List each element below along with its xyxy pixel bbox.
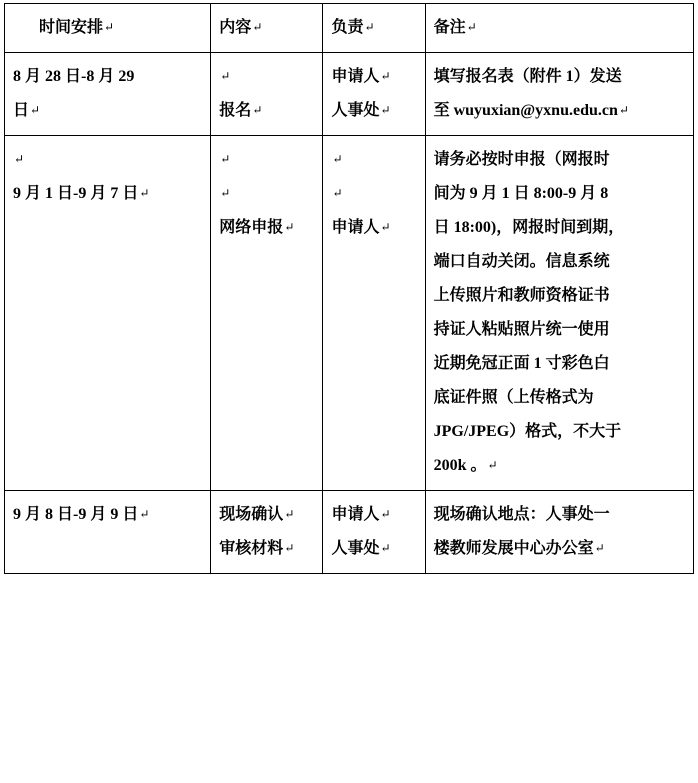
header-cell-responsible <box>323 4 425 53</box>
paragraph-mark-icon: ↵ <box>14 152 25 166</box>
header-cell-time <box>5 4 211 53</box>
table-row <box>5 491 694 574</box>
document-page <box>0 3 698 783</box>
header-label-time: 时间安排 <box>39 19 104 36</box>
cell-responsible-row2 <box>323 136 425 491</box>
paragraph-mark-icon: ↵ <box>220 186 231 200</box>
paragraph-mark-icon: ↵ <box>487 458 498 472</box>
paragraph-mark-icon: ↵ <box>594 541 605 555</box>
paragraph-mark-icon: ↵ <box>364 20 375 34</box>
remark-line: 至 wuyuxian@yxnu.edu.cn <box>433 102 618 119</box>
paragraph-mark-icon: ↵ <box>252 20 263 34</box>
paragraph-mark-icon: ↵ <box>284 507 295 521</box>
responsible-line: 人事处 <box>331 102 380 119</box>
paragraph-mark-icon: ↵ <box>220 69 231 83</box>
responsible-line: 申请人 <box>331 506 380 523</box>
paragraph-mark-icon: ↵ <box>618 103 629 117</box>
cell-remark-row2 <box>425 136 693 491</box>
cell-content-row3 <box>211 491 323 574</box>
time-line: 9 月 8 日-9 月 9 日 <box>13 506 139 523</box>
remark-line: 上传照片和教师资格证书 <box>433 287 610 304</box>
paragraph-mark-icon: ↵ <box>104 20 115 34</box>
paragraph-mark-icon: ↵ <box>30 103 41 117</box>
cell-responsible-row1 <box>323 53 425 136</box>
cell-responsible-row3 <box>323 491 425 574</box>
paragraph-mark-icon: ↵ <box>466 20 477 34</box>
cell-content-row2 <box>211 136 323 491</box>
paragraph-mark-icon: ↵ <box>380 220 391 234</box>
remark-line: 日 18:00)，网报时间到期， <box>433 219 625 236</box>
table-row <box>5 136 694 491</box>
remark-line: 底证件照（上传格式为 <box>433 389 594 406</box>
time-line: 8 月 28 日-8 月 29 <box>13 68 135 85</box>
remark-line: 请务必按时申报（网报时 <box>433 151 610 168</box>
remark-line: 楼教师发展中心办公室 <box>433 540 594 557</box>
paragraph-mark-icon: ↵ <box>284 220 295 234</box>
paragraph-mark-icon: ↵ <box>380 507 391 521</box>
cell-time-row3 <box>5 491 211 574</box>
table-row <box>5 53 694 136</box>
paragraph-mark-icon: ↵ <box>332 186 343 200</box>
paragraph-mark-icon: ↵ <box>380 103 391 117</box>
paragraph-mark-icon: ↵ <box>284 541 295 555</box>
remark-line: 填写报名表（附件 1）发送 <box>433 68 622 85</box>
remark-line: 200k 。 <box>433 457 487 474</box>
table-header-row <box>5 4 694 53</box>
content-line: 审核材料 <box>219 540 284 557</box>
remark-line: JPG/JPEG）格式，不大于 <box>433 423 622 440</box>
responsible-line: 申请人 <box>331 219 380 236</box>
cell-time-row2 <box>5 136 211 491</box>
header-cell-content <box>211 4 323 53</box>
schedule-table <box>4 3 694 574</box>
header-cell-remark <box>425 4 693 53</box>
header-label-responsible: 负责 <box>331 19 364 36</box>
paragraph-mark-icon: ↵ <box>332 152 343 166</box>
time-line: 日 <box>13 102 30 119</box>
content-line: 网络申报 <box>219 219 284 236</box>
remark-line: 近期免冠正面 1 寸彩色白 <box>433 355 610 372</box>
paragraph-mark-icon: ↵ <box>380 69 391 83</box>
remark-line: 间为 9 月 1 日 8:00-9 月 8 <box>433 185 609 202</box>
remark-line: 持证人粘贴照片统一使用 <box>433 321 610 338</box>
responsible-line: 人事处 <box>331 540 380 557</box>
paragraph-mark-icon: ↵ <box>220 152 231 166</box>
paragraph-mark-icon: ↵ <box>139 186 150 200</box>
paragraph-mark-icon: ↵ <box>252 103 263 117</box>
header-label-remark: 备注 <box>433 19 466 36</box>
paragraph-mark-icon: ↵ <box>139 507 150 521</box>
paragraph-mark-icon: ↵ <box>380 541 391 555</box>
responsible-line: 申请人 <box>331 68 380 85</box>
content-line: 现场确认 <box>219 506 284 523</box>
header-label-content: 内容 <box>219 19 252 36</box>
remark-line: 端口自动关闭。信息系统 <box>433 253 610 270</box>
cell-remark-row1 <box>425 53 693 136</box>
content-line: 报名 <box>219 102 252 119</box>
cell-remark-row3 <box>425 491 693 574</box>
remark-line: 现场确认地点：人事处一 <box>433 506 610 523</box>
cell-time-row1 <box>5 53 211 136</box>
time-line: 9 月 1 日-9 月 7 日 <box>13 185 139 202</box>
cell-content-row1 <box>211 53 323 136</box>
